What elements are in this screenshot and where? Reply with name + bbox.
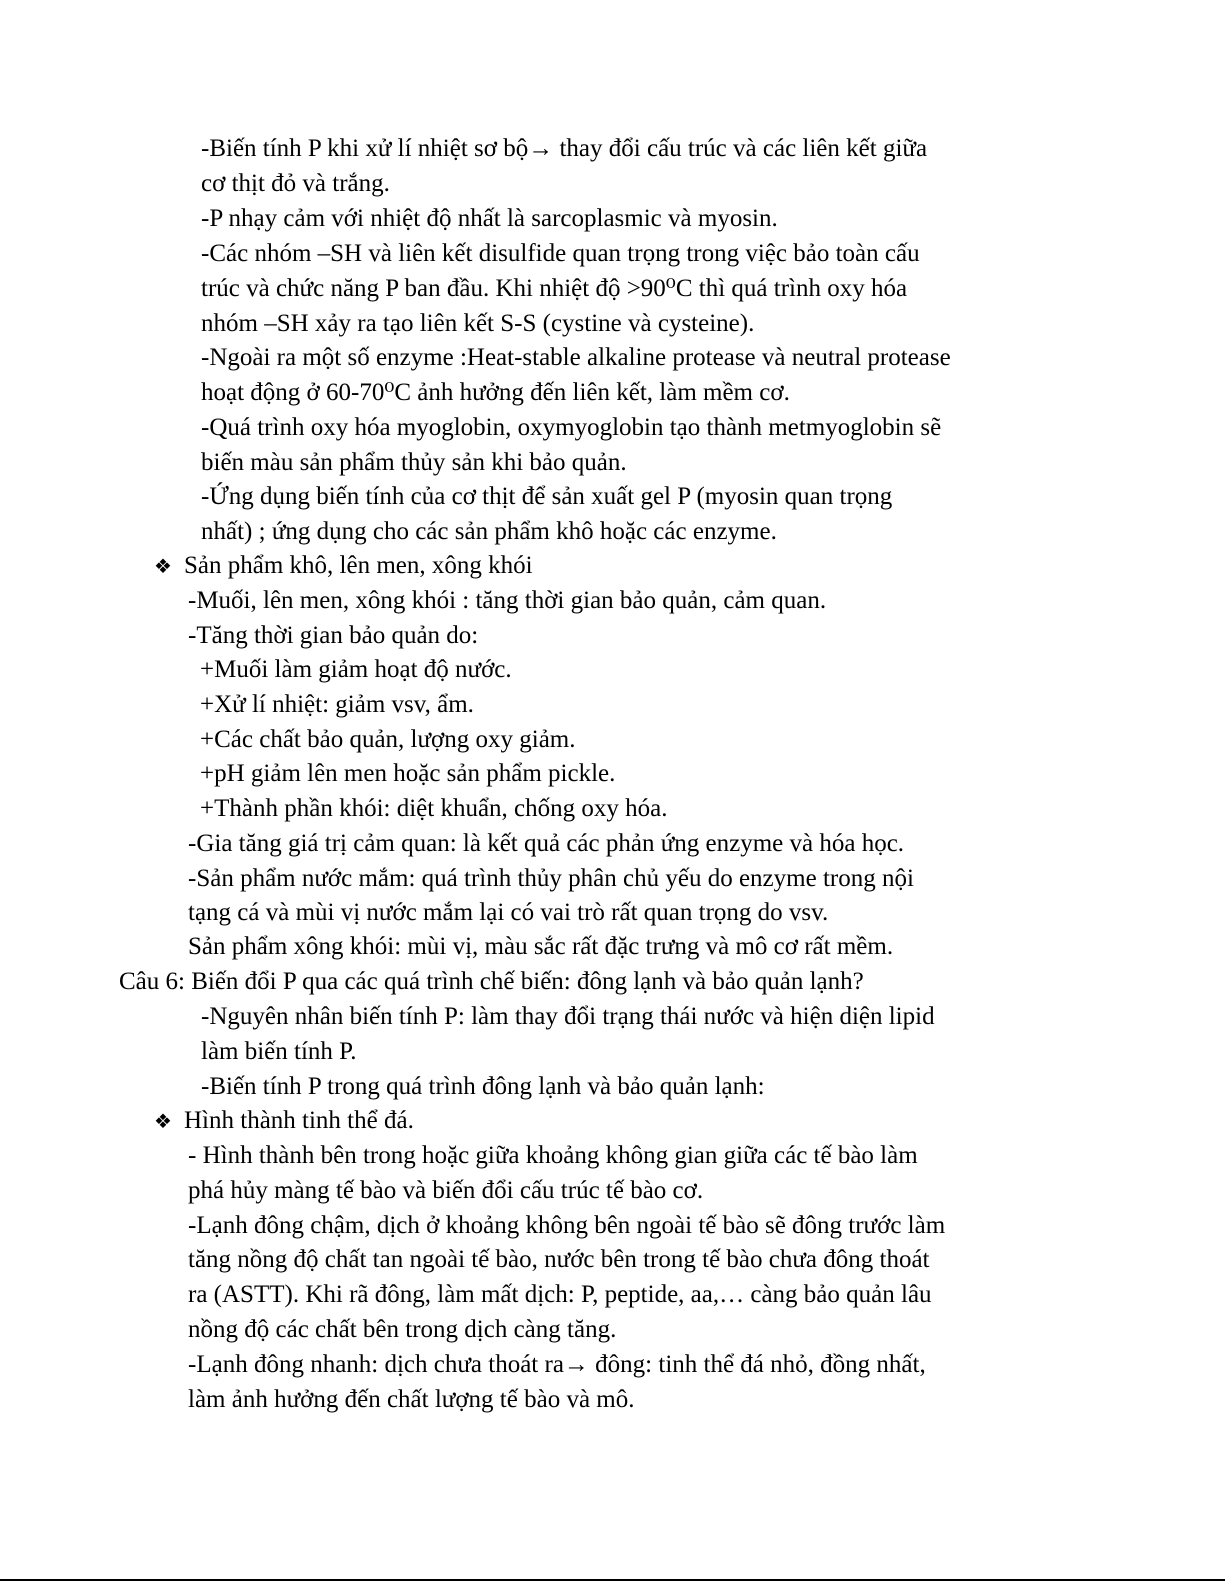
text-line: nhất) ; ứng dụng cho các sản phẩm khô hoặc các enzyme. — [201, 518, 777, 545]
section-heading-text: Hình thành tinh thể đá. — [184, 1107, 414, 1134]
text-line: biến màu sản phẩm thủy sản khi bảo quản. — [201, 449, 627, 476]
text-line: +Thành phần khói: diệt khuẩn, chống oxy hóa. — [200, 795, 668, 822]
text-line: -Các nhóm –SH và liên kết disulfide quan trọng trong việc bảo toàn cấu — [201, 240, 920, 267]
text-line: +Muối làm giảm hoạt độ nước. — [200, 656, 512, 683]
text-line: nồng độ các chất bên trong dịch càng tăng. — [188, 1316, 617, 1343]
text-line: - Hình thành bên trong hoặc giữa khoảng không gian giữa các tế bào làm — [188, 1142, 918, 1169]
question-heading: Câu 6: Biến đổi P qua các quá trình chế biến: đông lạnh và bảo quản lạnh? — [119, 968, 864, 995]
text-line: +pH giảm lên men hoặc sản phẩm pickle. — [200, 760, 616, 787]
text-line: nhóm –SH xảy ra tạo liên kết S-S (cystine và cysteine). — [201, 310, 755, 337]
text-line: làm ảnh hưởng đến chất lượng tế bào và mô. — [188, 1386, 635, 1413]
text-line: -Ứng dụng biến tính của cơ thịt để sản xuất gel P (myosin quan trọng — [201, 483, 893, 510]
text-line: -Tăng thời gian bảo quản do: — [188, 622, 479, 649]
text-line: Sản phẩm xông khói: mùi vị, màu sắc rất đặc trưng và mô cơ rất mềm. — [188, 933, 894, 960]
text-line: tăng nồng độ chất tan ngoài tế bào, nước bên trong tế bào chưa đông thoát — [188, 1246, 930, 1273]
text-line: tạng cá và mùi vị nước mắm lại có vai trò rất quan trọng do vsv. — [188, 899, 829, 926]
text-line: trúc và chức năng P ban đầu. Khi nhiệt độ >90⁰C thì quá trình oxy hóa — [201, 275, 908, 302]
diamond-bullet-icon: ❖ — [154, 1111, 172, 1133]
text-line: -P nhạy cảm với nhiệt độ nhất là sarcoplasmic và myosin. — [201, 205, 778, 232]
text-line: -Lạnh đông chậm, dịch ở khoảng không bên ngoài tế bào sẽ đông trước làm — [188, 1212, 946, 1239]
section-heading-text: Sản phẩm khô, lên men, xông khói — [184, 552, 533, 579]
text-line: -Ngoài ra một số enzyme :Heat-stable alkaline protease và neutral protease — [201, 344, 951, 371]
diamond-bullet-icon: ❖ — [154, 556, 172, 578]
text-line: +Các chất bảo quản, lượng oxy giảm. — [200, 726, 576, 753]
text-line: ra (ASTT). Khi rã đông, làm mất dịch: P, peptide, aa,… càng bảo quản lâu — [188, 1281, 932, 1308]
text-line: -Muối, lên men, xông khói : tăng thời gian bảo quản, cảm quan. — [188, 587, 827, 614]
text-line: hoạt động ở 60-70⁰C ảnh hưởng đến liên kết, làm mềm cơ. — [201, 379, 790, 406]
text-line: -Sản phẩm nước mắm: quá trình thủy phân chủ yếu do enzyme trong nội — [188, 865, 914, 892]
text-line: làm biến tính P. — [201, 1038, 357, 1065]
text-line: -Lạnh đông nhanh: dịch chưa thoát ra→ đông: tinh thể đá nhỏ, đồng nhất, — [188, 1351, 926, 1378]
text-line: phá hủy màng tế bào và biến đổi cấu trúc tế bào cơ. — [188, 1177, 704, 1204]
text-line: -Biến tính P khi xử lí nhiệt sơ bộ→ thay đổi cấu trúc và các liên kết giữa — [201, 135, 928, 162]
section-heading — [154, 1104, 414, 1139]
text-line: -Biến tính P trong quá trình đông lạnh và bảo quản lạnh: — [201, 1073, 765, 1100]
page-bottom-edge — [0, 1579, 1225, 1581]
text-line: cơ thịt đỏ và trắng. — [201, 170, 390, 197]
text-line: -Quá trình oxy hóa myoglobin, oxymyoglobin tạo thành metmyoglobin sẽ — [201, 414, 942, 441]
section-heading — [154, 549, 533, 584]
text-line: -Gia tăng giá trị cảm quan: là kết quả các phản ứng enzyme và hóa học. — [188, 830, 905, 857]
text-line: -Nguyên nhân biến tính P: làm thay đổi trạng thái nước và hiện diện lipid — [201, 1003, 935, 1030]
text-line: +Xử lí nhiệt: giảm vsv, ẩm. — [200, 691, 474, 718]
